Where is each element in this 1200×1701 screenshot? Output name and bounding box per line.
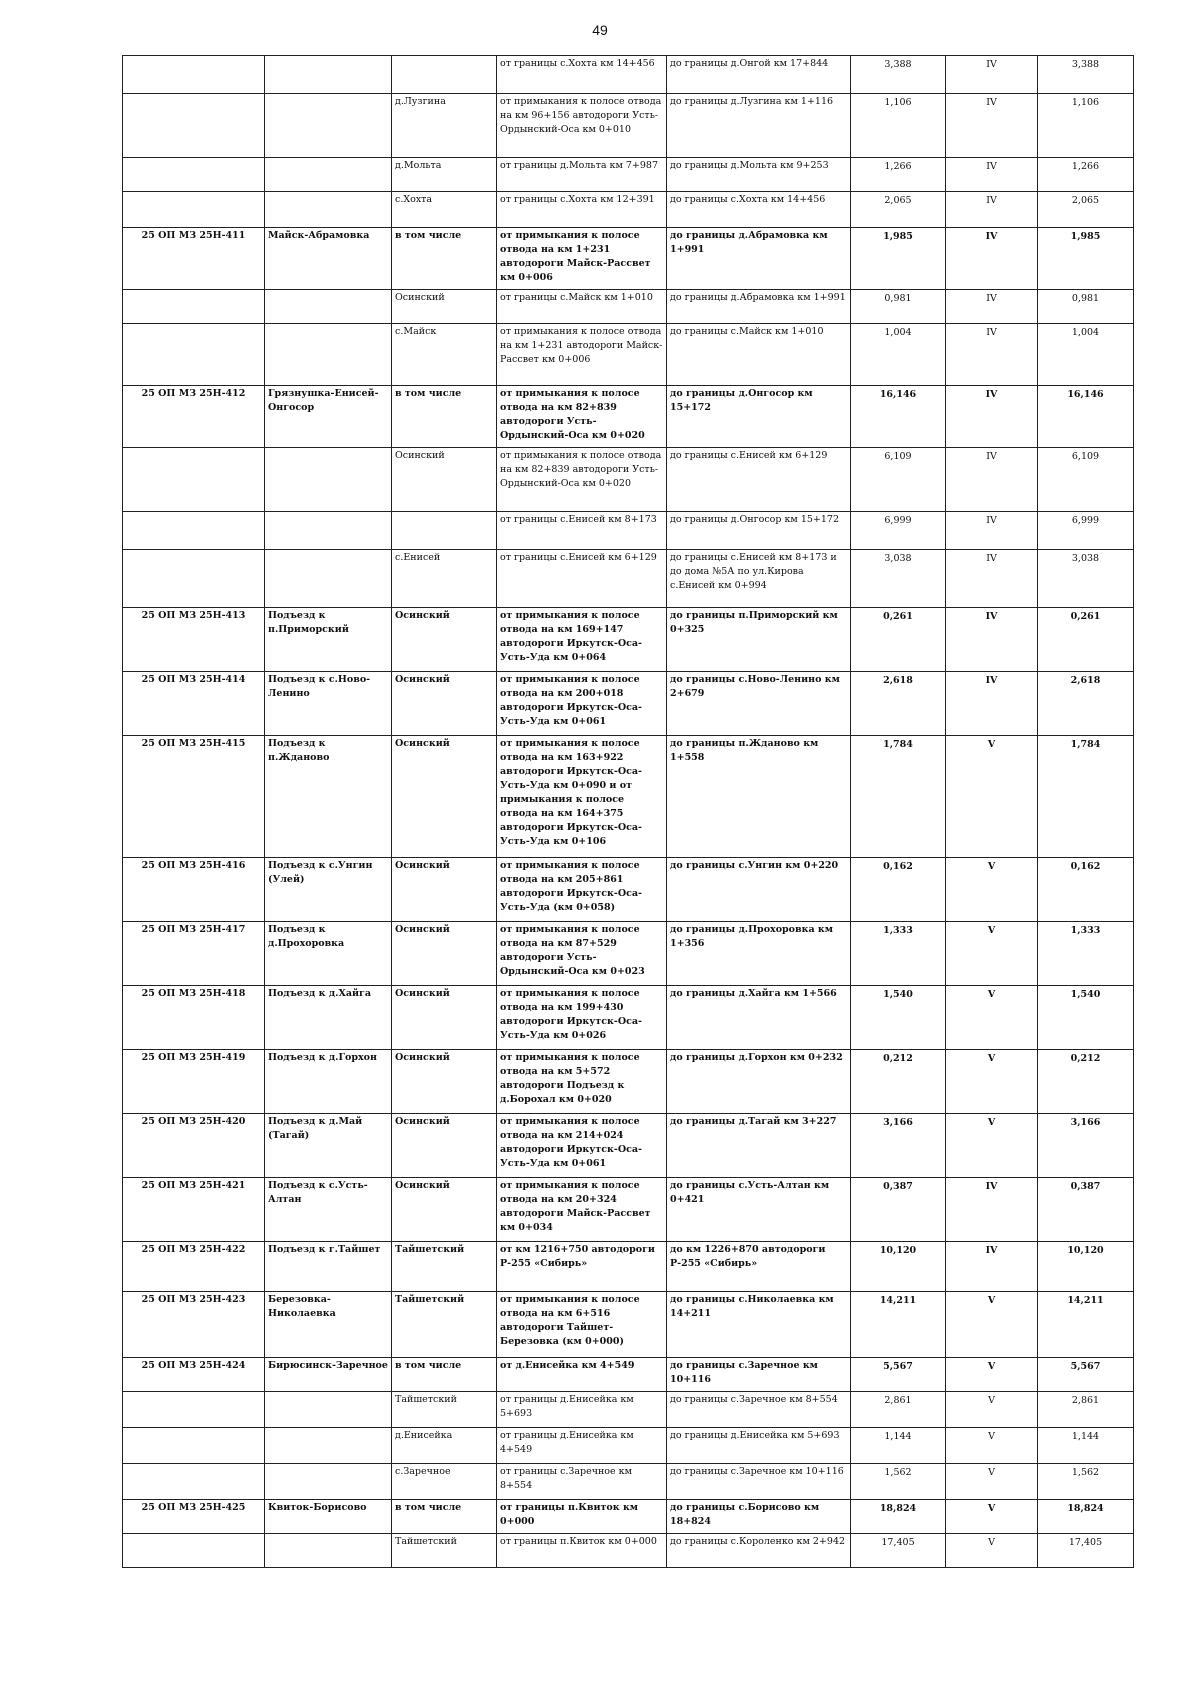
road-code-cell: 25 ОП МЗ 25Н-413 (123, 608, 265, 672)
segment-start-cell: от границы с.Енисей км 8+173 (497, 512, 667, 550)
length-cell: 17,405 (851, 1534, 946, 1568)
road-code-cell (123, 550, 265, 608)
category-cell: IV (946, 672, 1038, 736)
category-cell: V (946, 1050, 1038, 1114)
segment-start-cell: от примыкания к полосе отвода на км 200+018 автодороги Иркутск-Оса-Усть-Уда км 0+061 (497, 672, 667, 736)
road-code-cell: 25 ОП МЗ 25Н-421 (123, 1178, 265, 1242)
segment-end-cell: до границы д.Онгой км 17+844 (667, 56, 851, 94)
road-name-cell: Бирюсинск-Заречное (265, 1358, 392, 1392)
segment-start-cell: от примыкания к полосе отвода на км 214+024 автодороги Иркутск-Оса-Усть-Уда км 0+061 (497, 1114, 667, 1178)
road-code-cell: 25 ОП МЗ 25Н-415 (123, 736, 265, 858)
table-row (123, 1178, 1134, 1242)
total-length-cell: 1,106 (1038, 94, 1134, 158)
segment-end-cell: до границы д.Абрамовка км 1+991 (667, 290, 851, 324)
segment-end-cell: до границы с.Ново-Ленино км 2+679 (667, 672, 851, 736)
category-cell: IV (946, 290, 1038, 324)
district-cell: Тайшетский (392, 1534, 497, 1568)
road-name-cell: Подъезд к г.Тайшет (265, 1242, 392, 1292)
total-length-cell: 3,388 (1038, 56, 1134, 94)
length-cell: 1,144 (851, 1428, 946, 1464)
district-cell: Осинский (392, 736, 497, 858)
road-name-cell: Березовка-Николаевка (265, 1292, 392, 1358)
segment-end-cell: до границы с.Майск км 1+010 (667, 324, 851, 386)
length-cell: 10,120 (851, 1242, 946, 1292)
road-name-cell (265, 290, 392, 324)
category-cell: V (946, 1358, 1038, 1392)
segment-start-cell: от примыкания к полосе отвода на км 5+572 автодороги Подъезд к д.Борохал км 0+020 (497, 1050, 667, 1114)
total-length-cell: 0,261 (1038, 608, 1134, 672)
district-cell: Осинский (392, 922, 497, 986)
total-length-cell: 3,038 (1038, 550, 1134, 608)
district-cell: Тайшетский (392, 1292, 497, 1358)
category-cell: IV (946, 228, 1038, 290)
length-cell: 16,146 (851, 386, 946, 448)
table-row (123, 608, 1134, 672)
length-cell: 3,388 (851, 56, 946, 94)
total-length-cell: 17,405 (1038, 1534, 1134, 1568)
table-row (123, 56, 1134, 94)
district-cell: д.Лузгина (392, 94, 497, 158)
length-cell: 1,106 (851, 94, 946, 158)
road-name-cell: Подъезд к д.Хайга (265, 986, 392, 1050)
category-cell: IV (946, 1178, 1038, 1242)
district-cell: в том числе (392, 1500, 497, 1534)
road-code-cell: 25 ОП МЗ 25Н-412 (123, 386, 265, 448)
total-length-cell: 1,004 (1038, 324, 1134, 386)
table-row (123, 1292, 1134, 1358)
table-row (123, 1050, 1134, 1114)
category-cell: V (946, 1534, 1038, 1568)
table-row (123, 1428, 1134, 1464)
category-cell: IV (946, 158, 1038, 192)
road-code-cell (123, 1464, 265, 1500)
segment-end-cell: до км 1226+870 автодороги Р-255 «Сибирь» (667, 1242, 851, 1292)
road-code-cell (123, 448, 265, 512)
segment-end-cell: до границы п.Жданово км 1+558 (667, 736, 851, 858)
length-cell: 1,333 (851, 922, 946, 986)
segment-end-cell: до границы с.Унгин км 0+220 (667, 858, 851, 922)
road-code-cell (123, 1428, 265, 1464)
district-cell: в том числе (392, 228, 497, 290)
table-row (123, 986, 1134, 1050)
segment-start-cell: от км 1216+750 автодороги Р-255 «Сибирь» (497, 1242, 667, 1292)
segment-start-cell: от примыкания к полосе отвода на км 87+529 автодороги Усть-Ордынский-Оса км 0+023 (497, 922, 667, 986)
total-length-cell: 1,266 (1038, 158, 1134, 192)
road-code-cell: 25 ОП МЗ 25Н-416 (123, 858, 265, 922)
total-length-cell: 1,784 (1038, 736, 1134, 858)
table-row (123, 672, 1134, 736)
segment-start-cell: от примыкания к полосе отвода на км 6+516 автодороги Тайшет-Березовка (км 0+000) (497, 1292, 667, 1358)
total-length-cell: 0,981 (1038, 290, 1134, 324)
table-row (123, 1464, 1134, 1500)
category-cell: IV (946, 386, 1038, 448)
total-length-cell: 18,824 (1038, 1500, 1134, 1534)
category-cell: IV (946, 56, 1038, 94)
category-cell: IV (946, 324, 1038, 386)
category-cell: IV (946, 94, 1038, 158)
segment-start-cell: от границы д.Мольта км 7+987 (497, 158, 667, 192)
segment-end-cell: до границы д.Мольта км 9+253 (667, 158, 851, 192)
road-name-cell: Квиток-Борисово (265, 1500, 392, 1534)
road-name-cell (265, 192, 392, 228)
district-cell: с.Хохта (392, 192, 497, 228)
district-cell: Осинский (392, 986, 497, 1050)
total-length-cell: 16,146 (1038, 386, 1134, 448)
length-cell: 0,212 (851, 1050, 946, 1114)
road-code-cell (123, 1534, 265, 1568)
road-code-cell: 25 ОП МЗ 25Н-417 (123, 922, 265, 986)
road-name-cell (265, 158, 392, 192)
road-code-cell: 25 ОП МЗ 25Н-420 (123, 1114, 265, 1178)
road-code-cell (123, 192, 265, 228)
table-row (123, 290, 1134, 324)
segment-start-cell: от примыкания к полосе отвода на км 20+324 автодороги Майск-Рассвет км 0+034 (497, 1178, 667, 1242)
total-length-cell: 1,985 (1038, 228, 1134, 290)
district-cell: Осинский (392, 858, 497, 922)
segment-end-cell: до границы д.Абрамовка км 1+991 (667, 228, 851, 290)
road-name-cell: Подъезд к д.Май (Тагай) (265, 1114, 392, 1178)
table-row (123, 922, 1134, 986)
length-cell: 0,261 (851, 608, 946, 672)
segment-start-cell: от примыкания к полосе отвода на км 96+156 автодороги Усть-Ордынский-Оса км 0+010 (497, 94, 667, 158)
length-cell: 1,004 (851, 324, 946, 386)
road-name-cell: Грязнушка-Енисей-Онгосор (265, 386, 392, 448)
total-length-cell: 6,109 (1038, 448, 1134, 512)
road-name-cell: Подъезд к с.Унгин (Улей) (265, 858, 392, 922)
road-name-cell: Подъезд к д.Горхон (265, 1050, 392, 1114)
total-length-cell: 1,540 (1038, 986, 1134, 1050)
road-code-cell: 25 ОП МЗ 25Н-411 (123, 228, 265, 290)
segment-start-cell: от границы д.Енисейка км 5+693 (497, 1392, 667, 1428)
district-cell: Осинский (392, 672, 497, 736)
category-cell: IV (946, 550, 1038, 608)
road-code-cell: 25 ОП МЗ 25Н-422 (123, 1242, 265, 1292)
total-length-cell: 5,567 (1038, 1358, 1134, 1392)
district-cell: Осинский (392, 448, 497, 512)
category-cell: V (946, 986, 1038, 1050)
segment-start-cell: от примыкания к полосе отвода на км 169+147 автодороги Иркутск-Оса-Усть-Уда км 0+064 (497, 608, 667, 672)
district-cell: д.Енисейка (392, 1428, 497, 1464)
district-cell: Осинский (392, 290, 497, 324)
segment-end-cell: до границы с.Заречное км 10+116 (667, 1358, 851, 1392)
length-cell: 1,562 (851, 1464, 946, 1500)
table-row (123, 550, 1134, 608)
total-length-cell: 1,333 (1038, 922, 1134, 986)
road-code-cell (123, 324, 265, 386)
length-cell: 2,861 (851, 1392, 946, 1428)
table-row (123, 192, 1134, 228)
segment-start-cell: от границы с.Майск км 1+010 (497, 290, 667, 324)
table-row (123, 1534, 1134, 1568)
road-name-cell (265, 324, 392, 386)
segment-start-cell: от примыкания к полосе отвода на км 82+839 автодороги Усть-Ордынский-Оса км 0+020 (497, 386, 667, 448)
segment-start-cell: от границы с.Заречное км 8+554 (497, 1464, 667, 1500)
district-cell: Осинский (392, 1114, 497, 1178)
total-length-cell: 0,162 (1038, 858, 1134, 922)
length-cell: 14,211 (851, 1292, 946, 1358)
table-row (123, 448, 1134, 512)
category-cell: V (946, 922, 1038, 986)
district-cell: Осинский (392, 608, 497, 672)
length-cell: 1,784 (851, 736, 946, 858)
road-name-cell (265, 1428, 392, 1464)
segment-start-cell: от примыкания к полосе отвода на км 199+430 автодороги Иркутск-Оса-Усть-Уда км 0+026 (497, 986, 667, 1050)
segment-end-cell: до границы д.Тагай км 3+227 (667, 1114, 851, 1178)
category-cell: V (946, 858, 1038, 922)
total-length-cell: 6,999 (1038, 512, 1134, 550)
total-length-cell: 2,618 (1038, 672, 1134, 736)
road-code-cell: 25 ОП МЗ 25Н-425 (123, 1500, 265, 1534)
road-code-cell: 25 ОП МЗ 25Н-424 (123, 1358, 265, 1392)
length-cell: 0,387 (851, 1178, 946, 1242)
category-cell: V (946, 736, 1038, 858)
category-cell: V (946, 1292, 1038, 1358)
total-length-cell: 1,562 (1038, 1464, 1134, 1500)
road-code-cell: 25 ОП МЗ 25Н-418 (123, 986, 265, 1050)
length-cell: 5,567 (851, 1358, 946, 1392)
segment-end-cell: до границы д.Лузгина км 1+116 (667, 94, 851, 158)
table-row (123, 94, 1134, 158)
road-name-cell (265, 1534, 392, 1568)
category-cell: IV (946, 1242, 1038, 1292)
category-cell: IV (946, 448, 1038, 512)
segment-start-cell: от границы с.Хохта км 14+456 (497, 56, 667, 94)
total-length-cell: 14,211 (1038, 1292, 1134, 1358)
road-code-cell: 25 ОП МЗ 25Н-419 (123, 1050, 265, 1114)
segment-end-cell: до границы с.Заречное км 10+116 (667, 1464, 851, 1500)
road-code-cell (123, 56, 265, 94)
table-row (123, 228, 1134, 290)
category-cell: IV (946, 608, 1038, 672)
segment-start-cell: от границы д.Енисейка км 4+549 (497, 1428, 667, 1464)
length-cell: 1,540 (851, 986, 946, 1050)
segment-start-cell: от примыкания к полосе отвода на км 82+839 автодороги Усть-Ордынский-Оса км 0+020 (497, 448, 667, 512)
table-row (123, 1242, 1134, 1292)
district-cell: с.Заречное (392, 1464, 497, 1500)
road-code-cell: 25 ОП МЗ 25Н-414 (123, 672, 265, 736)
district-cell: Тайшетский (392, 1392, 497, 1428)
segment-end-cell: до границы с.Усть-Алтан км 0+421 (667, 1178, 851, 1242)
segment-end-cell: до границы с.Николаевка км 14+211 (667, 1292, 851, 1358)
category-cell: V (946, 1428, 1038, 1464)
district-cell: с.Майск (392, 324, 497, 386)
road-name-cell (265, 1392, 392, 1428)
road-code-cell (123, 512, 265, 550)
segment-start-cell: от границы с.Енисей км 6+129 (497, 550, 667, 608)
total-length-cell: 0,212 (1038, 1050, 1134, 1114)
district-cell: Осинский (392, 1050, 497, 1114)
category-cell: V (946, 1392, 1038, 1428)
length-cell: 0,981 (851, 290, 946, 324)
road-name-cell: Подъезд к с.Ново-Ленино (265, 672, 392, 736)
road-name-cell: Подъезд к д.Прохоровка (265, 922, 392, 986)
table-row (123, 736, 1134, 858)
road-name-cell (265, 94, 392, 158)
table-body (123, 56, 1134, 1568)
total-length-cell: 2,861 (1038, 1392, 1134, 1428)
length-cell: 0,162 (851, 858, 946, 922)
length-cell: 3,166 (851, 1114, 946, 1178)
road-code-cell (123, 290, 265, 324)
length-cell: 2,065 (851, 192, 946, 228)
length-cell: 1,985 (851, 228, 946, 290)
district-cell: д.Мольта (392, 158, 497, 192)
segment-start-cell: от примыкания к полосе отвода на км 163+922 автодороги Иркутск-Оса-Усть-Уда км 0+090 и от примыкания к полосе отвода на км 164+375 автодороги Иркутск-Оса-Усть-Уда км 0+106 (497, 736, 667, 858)
district-cell (392, 512, 497, 550)
page-number: 49 (592, 22, 608, 38)
segment-end-cell: до границы д.Прохоровка км 1+356 (667, 922, 851, 986)
segment-start-cell: от границы с.Хохта км 12+391 (497, 192, 667, 228)
district-cell: в том числе (392, 1358, 497, 1392)
road-name-cell (265, 512, 392, 550)
road-name-cell: Майск-Абрамовка (265, 228, 392, 290)
road-code-cell: 25 ОП МЗ 25Н-423 (123, 1292, 265, 1358)
road-name-cell (265, 550, 392, 608)
road-code-cell (123, 158, 265, 192)
road-name-cell (265, 1464, 392, 1500)
segment-start-cell: от примыкания к полосе отвода на км 1+231 автодороги Майск-Рассвет км 0+006 (497, 228, 667, 290)
table-row (123, 158, 1134, 192)
segment-start-cell: от примыкания к полосе отвода на км 205+861 автодороги Иркутск-Оса-Усть-Уда (км 0+058) (497, 858, 667, 922)
length-cell: 2,618 (851, 672, 946, 736)
table-row (123, 1358, 1134, 1392)
length-cell: 1,266 (851, 158, 946, 192)
length-cell: 18,824 (851, 1500, 946, 1534)
length-cell: 6,109 (851, 448, 946, 512)
total-length-cell: 2,065 (1038, 192, 1134, 228)
length-cell: 3,038 (851, 550, 946, 608)
table-row (123, 1500, 1134, 1534)
table-row (123, 858, 1134, 922)
road-code-cell (123, 94, 265, 158)
segment-start-cell: от примыкания к полосе отвода на км 1+231 автодороги Майск-Рассвет км 0+006 (497, 324, 667, 386)
segment-end-cell: до границы с.Заречное км 8+554 (667, 1392, 851, 1428)
segment-start-cell: от д.Енисейка км 4+549 (497, 1358, 667, 1392)
road-name-cell (265, 448, 392, 512)
segment-end-cell: до границы д.Онгосор км 15+172 (667, 512, 851, 550)
total-length-cell: 1,144 (1038, 1428, 1134, 1464)
segment-end-cell: до границы с.Енисей км 6+129 (667, 448, 851, 512)
segment-end-cell: до границы с.Короленко км 2+942 (667, 1534, 851, 1568)
total-length-cell: 3,166 (1038, 1114, 1134, 1178)
road-name-cell (265, 56, 392, 94)
table-row (123, 512, 1134, 550)
segment-end-cell: до границы с.Борисово км 18+824 (667, 1500, 851, 1534)
road-name-cell: Подъезд к п.Жданово (265, 736, 392, 858)
segment-start-cell: от границы п.Квиток км 0+000 (497, 1500, 667, 1534)
table-row (123, 386, 1134, 448)
district-cell: Осинский (392, 1178, 497, 1242)
segment-end-cell: до границы с.Хохта км 14+456 (667, 192, 851, 228)
table-row (123, 1392, 1134, 1428)
district-cell (392, 56, 497, 94)
length-cell: 6,999 (851, 512, 946, 550)
category-cell: IV (946, 512, 1038, 550)
district-cell: Тайшетский (392, 1242, 497, 1292)
segment-start-cell: от границы п.Квиток км 0+000 (497, 1534, 667, 1568)
segment-end-cell: до границы п.Приморский км 0+325 (667, 608, 851, 672)
segment-end-cell: до границы д.Горхон км 0+232 (667, 1050, 851, 1114)
total-length-cell: 10,120 (1038, 1242, 1134, 1292)
road-name-cell: Подъезд к с.Усть-Алтан (265, 1178, 392, 1242)
category-cell: V (946, 1114, 1038, 1178)
segment-end-cell: до границы д.Хайга км 1+566 (667, 986, 851, 1050)
district-cell: в том числе (392, 386, 497, 448)
category-cell: V (946, 1464, 1038, 1500)
segment-end-cell: до границы д.Онгосор км 15+172 (667, 386, 851, 448)
table-row (123, 324, 1134, 386)
road-registry-table (122, 55, 1134, 1568)
district-cell: с.Енисей (392, 550, 497, 608)
category-cell: V (946, 1500, 1038, 1534)
table-row (123, 1114, 1134, 1178)
segment-end-cell: до границы д.Енисейка км 5+693 (667, 1428, 851, 1464)
road-name-cell: Подъезд к п.Приморский (265, 608, 392, 672)
total-length-cell: 0,387 (1038, 1178, 1134, 1242)
road-code-cell (123, 1392, 265, 1428)
category-cell: IV (946, 192, 1038, 228)
segment-end-cell: до границы с.Енисей км 8+173 и до дома №5А по ул.Кирова с.Енисей км 0+994 (667, 550, 851, 608)
